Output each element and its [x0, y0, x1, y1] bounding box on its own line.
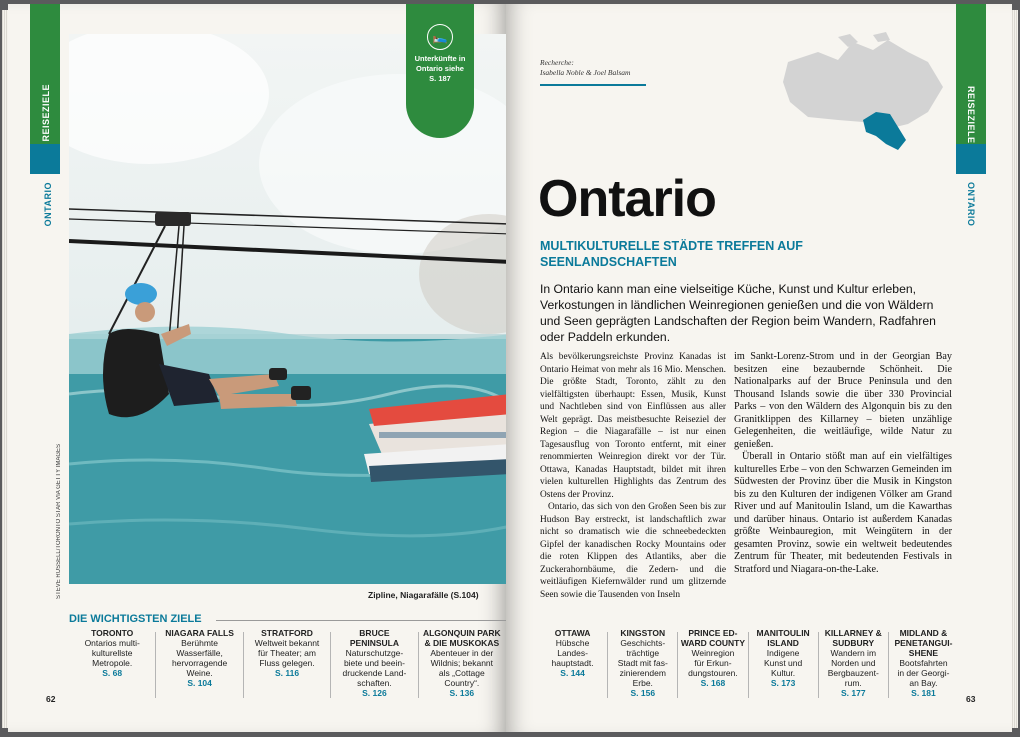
- highlight-title: BRUCE PENINSULA: [349, 628, 399, 648]
- highlight-page-ref[interactable]: S. 126: [362, 688, 387, 698]
- side-tab-section: ONTARIO: [43, 182, 53, 227]
- side-tab-label: REISEZIELE: [966, 86, 976, 144]
- lead-paragraph: In Ontario kann man eine vielseitige Küche, Kunst und Kultur erleben, Verkostungen in ländlichen Weinregionen genießen und die von Wäldern und Seen geprägten Landschaften der Region beim Wandern, Radfahren oder Paddeln erkunden.: [540, 282, 936, 344]
- highlight-page-ref[interactable]: S. 68: [102, 668, 123, 678]
- highlight-description: Naturschutzge- biete und beein- druckende Land- schaften.: [342, 648, 407, 688]
- highlight-page-ref[interactable]: S. 181: [911, 688, 936, 698]
- body-column-2: [734, 351, 952, 576]
- highlight-item: [156, 628, 242, 698]
- side-tab-teal: [30, 144, 60, 174]
- highlight-description: Indigene Kunst und Kultur.: [763, 648, 803, 678]
- highlights-heading: DIE WICHTIGSTEN ZIELE: [69, 613, 202, 625]
- highlight-title: MANITOULIN ISLAND: [756, 628, 810, 648]
- highlight-page-ref[interactable]: S. 104: [187, 678, 212, 688]
- highlight-item: [538, 628, 607, 698]
- body-paragraph: Als bevölkerungsreichste Provinz Kanadas ist Ontario Heimat von mehr als 16 Mio. Menschen. Die größte Stadt, Toronto, zählt zu den vielfältigsten überhaupt: Essen, Musik, Kunst und Nachtleben sind von Einflüssen aus aller Welt geprägt. Das meistbesuchte Reiseziel der Region – die Niagarafälle – ist nur einen Tagesausflug von Toronto entfernt, mit einer renommierten Weinregion direkt vor der Tür. Ottawa, Kanadas Hauptstadt, bildet mit ihren vielen kulturellen Highlights das Zentrum des Ostens der Provinz.: [540, 352, 726, 500]
- highlight-description: Hübsche Landes- hauptstadt.: [551, 638, 594, 668]
- highlight-page-ref[interactable]: S. 173: [770, 678, 796, 688]
- right-page-edges: [1012, 10, 1018, 728]
- highlight-description: Ontarios multi- kulturellste Metropole.: [84, 638, 140, 668]
- highlight-title: MIDLAND & PENETANGUI- SHENE: [894, 628, 953, 658]
- highlight-description: Weltweit bekannt für Theater; am Fluss gelegen.: [254, 638, 320, 668]
- highlights-list-left: [69, 628, 505, 698]
- side-tab-teal: [956, 144, 986, 174]
- side-tab-section: ONTARIO: [966, 182, 976, 227]
- photo-caption: Zipline, Niagarafälle (S.104): [368, 590, 479, 600]
- highlight-description: Bootsfahrten in der Georgi- an Bay.: [897, 658, 950, 688]
- body-paragraph: im Sankt-Lorenz-Strom und in der Georgian Bay besitzen eine bezaubernde Schönheit. Die Nationalparks auf der Bruce Peninsula und den Thousand Islands sowie die über 330 Provincial Parks – von den Wäldern des Algonquin bis zu den Granitklippen des Killarney – bieten unzählige Gelegenheiten, die weitläufige, wilde Natur zu genießen.: [734, 351, 952, 450]
- bed-icon: 🛌: [427, 24, 453, 50]
- highlight-title: STRATFORD: [261, 628, 313, 638]
- body-paragraph: Überall in Ontario stößt man auf ein vielfältiges kulturelles Erbe – von den Schwarzen Gemeinden im Südwesten der Provinz über die Musik in Kingston bis zu den Kulturen der indigenen Völker am Grand River und auf Manitoulin Island, um die Kawarthas und darüber hinaus. Ontario ist außerdem Kanadas größte Weinbauregion, mit Weingütern in der gesamten Provinz, sowie ein weltweit bedeutendes Zentrum für Theater, mit bedeutenden Festivals in Stratford und Niagara-on-the-Lake.: [734, 451, 952, 575]
- highlight-item: [69, 628, 155, 698]
- highlight-title: NIAGARA FALLS: [165, 628, 234, 638]
- body-paragraph: Ontario, das sich von den Großen Seen bis zur Hudson Bay erstreckt, ist landschaftlich zwar nicht so dramatisch wie die schneebedeckten Gipfel der kanadischen Rocky Mountains oder die roten Klippen des Atlantiks, aber die Zuckerahornbäume, die Zedern- und die weitläufigen Kiefernwälder rund um glitzernde Seen sowie die Tausenden von Inseln: [540, 502, 726, 600]
- page-number-right: 63: [966, 694, 976, 704]
- highlight-item: [749, 628, 818, 698]
- badge-line2: Ontario siehe: [416, 64, 464, 73]
- highlight-description: Weinregion für Erkun- dungstouren.: [688, 648, 738, 678]
- highlight-item: [244, 628, 330, 698]
- highlight-description: Abenteuer in der Wildnis; bekannt als „Cottage Country“.: [430, 648, 494, 688]
- highlight-page-ref[interactable]: S. 177: [840, 688, 866, 698]
- highlight-page-ref[interactable]: S. 136: [449, 688, 475, 698]
- highlight-item: [608, 628, 677, 698]
- body-column-1: [540, 351, 726, 601]
- highlight-page-ref[interactable]: S. 144: [560, 668, 585, 678]
- left-page: [8, 4, 506, 732]
- chapter-title: Ontario: [538, 170, 716, 228]
- side-tab-label: REISEZIELE: [41, 84, 51, 142]
- highlight-description: Wandern im Norden und Bergbauzent- rum.: [827, 648, 879, 688]
- highlight-title: OTTAWA: [554, 628, 591, 638]
- highlight-page-ref[interactable]: S. 116: [274, 668, 300, 678]
- research-authors: Isabella Noble & Joel Balsam: [540, 68, 631, 77]
- highlight-description: Berühmte Wasserfälle, hervorragende Weine.: [171, 638, 228, 678]
- research-credit: [540, 58, 630, 78]
- canada-locator-map: [778, 32, 948, 167]
- highlight-item: [819, 628, 888, 698]
- highlight-page-ref[interactable]: S. 156: [630, 688, 656, 698]
- highlight-item: [419, 628, 505, 698]
- badge-line1: Unterkünfte in: [414, 54, 466, 63]
- highlights-list-right: [538, 628, 958, 698]
- highlight-item: [331, 628, 417, 698]
- highlights-rule: [216, 620, 506, 621]
- highlight-page-ref[interactable]: S. 168: [700, 678, 726, 688]
- research-rule: [540, 84, 646, 86]
- highlight-title: TORONTO: [91, 628, 134, 638]
- highlight-title: KINGSTON: [620, 628, 666, 638]
- highlight-item: [678, 628, 747, 698]
- photo-credit: STEVE RUSSELL/TORONTO STAR VIA GETTY IMAGES: [56, 444, 62, 599]
- highlight-title: PRINCE ED- WARD COUNTY: [680, 628, 746, 648]
- accommodation-badge[interactable]: [406, 4, 474, 138]
- page-number-left: 62: [46, 694, 56, 704]
- badge-line3: S. 187: [429, 74, 451, 83]
- highlight-title: ALGONQUIN PARK & DIE MUSKOKAS: [422, 628, 501, 648]
- chapter-subtitle: MULTIKULTURELLE STÄDTE TREFFEN AUF SEENLANDSCHAFTEN: [540, 239, 803, 269]
- open-book: [8, 4, 1012, 732]
- highlight-description: Geschichts- trächtige Stadt mit fas- zinierendem Erbe.: [617, 638, 668, 688]
- highlight-title: KILLARNEY & SUDBURY: [824, 628, 882, 648]
- highlight-item: [889, 628, 958, 698]
- research-label: Recherche:: [540, 58, 574, 67]
